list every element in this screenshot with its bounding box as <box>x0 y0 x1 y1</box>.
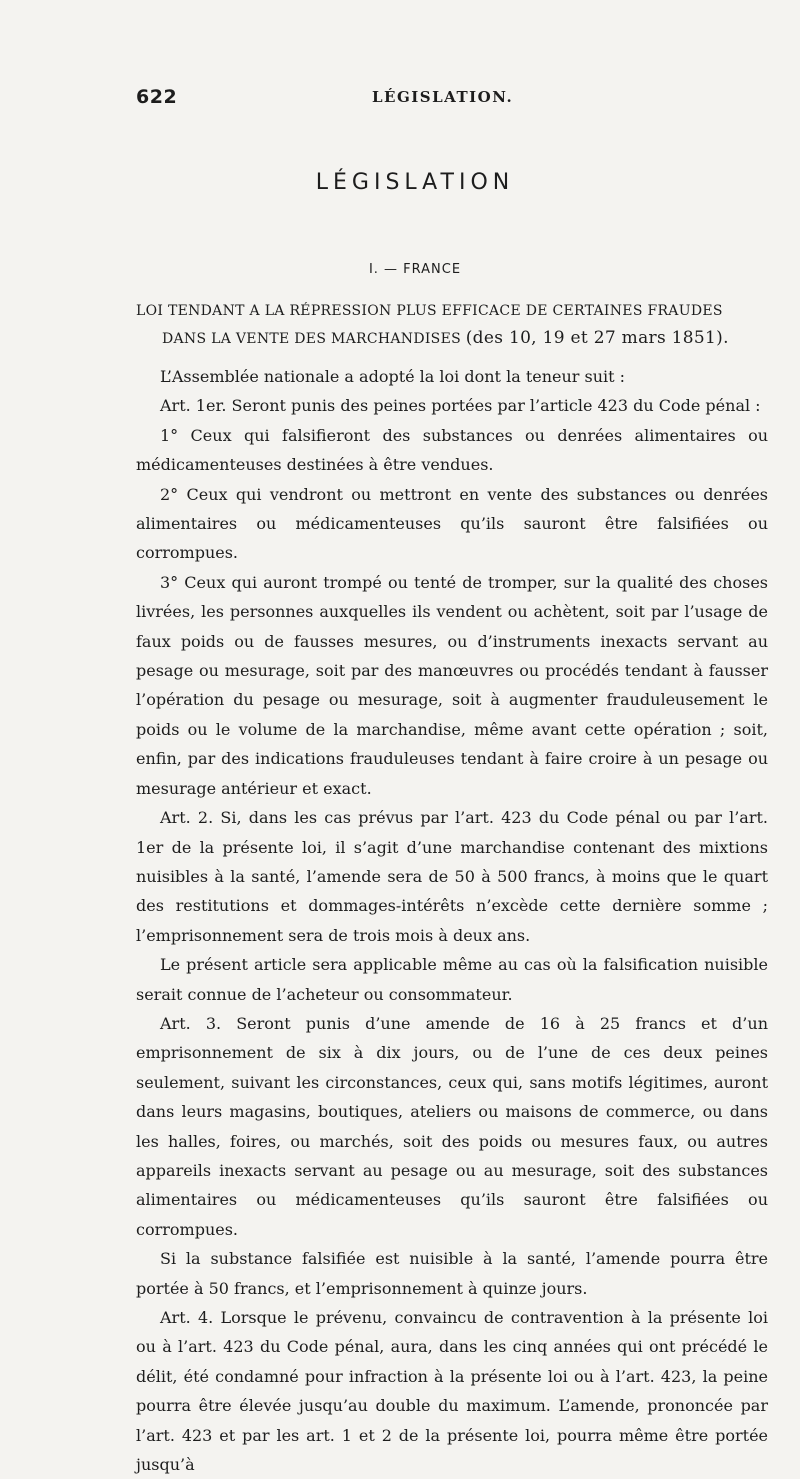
law-title <box>136 298 766 353</box>
running-header <box>136 86 736 116</box>
law-title-caps: DANS LA VENTE DES MARCHANDISES <box>162 331 461 347</box>
paragraph-art4: Art. 4. Lorsque le prévenu, convaincu de contravention à la présente loi ou à l’art. 423 du Code pénal, aura, dans les cinq années qui ont précédé le délit, été condamné pour infraction à la présente loi ou à l’art. 423, la peine pourra être élevée jusqu’au double du maximum. L’amende, prononcée par l’art. 423 et par les art. 1 et 2 de la présente loi, pourra même être portée jusqu’à <box>136 1308 768 1475</box>
page-number: 622 <box>136 86 178 108</box>
body-text <box>136 362 768 1479</box>
running-title: LÉGISLATION. <box>372 88 514 106</box>
paragraph-art1-item1: 1° Ceux qui falsifieront des substances ou denrées alimentaires ou médicamenteuses destinées à être vendues. <box>136 425 768 475</box>
law-title-dates: (des 10, 19 et 27 mars 1851). <box>465 328 729 348</box>
document-title: LÉGISLATION <box>315 170 515 195</box>
paragraph-art2-note: Le présent article sera applicable même au cas où la falsification nuisible serait connue de l’acheteur ou consommateur. <box>136 955 768 1004</box>
law-title-line-1: LOI TENDANT A LA RÉPRESSION PLUS EFFICACE DE CERTAINES FRAUDES <box>136 303 723 319</box>
paragraph-art1-item2: 2° Ceux qui vendront ou mettront en vente des substances ou denrées alimentaires ou médicamenteuses qu’ils sauront être falsifiées ou corrompues. <box>136 484 768 563</box>
paragraph-art1: Art. 1er. Seront punis des peines portées par l’article 423 du Code pénal : <box>160 396 761 416</box>
paragraph-preamble: L’Assemblée nationale a adopté la loi dont la teneur suit : <box>160 367 626 386</box>
paragraph-art3: Art. 3. Seront punis d’une amende de 16 à 25 francs et d’un emprisonnement de six à dix jours, ou de l’une de ces deux peines seulement, suivant les circonstances, ceux qui, sans motifs légitimes, auront dans leurs magasins, boutiques, ateliers ou maisons de commerce, ou dans les halles, foires, ou marchés, soit des poids ou mesures faux, ou autres appareils inexacts servant au pesage ou au mesurage, soit des substances alimentaires ou médicamenteuses qu’ils sauront être falsifiées ou corrompues. <box>136 1013 768 1239</box>
law-title-line-2 <box>136 325 766 353</box>
section-heading: I. — FRANCE <box>368 262 462 277</box>
paragraph-art2: Art. 2. Si, dans les cas prévus par l’art. 423 du Code pénal ou par l’art. 1er de la présente loi, il s’agit d’une marchandise contenant des mixtions nuisibles à la santé, l’amende sera de 50 à 500 francs, à moins que le quart des restitutions et dommages-intérêts n’excède cette dernière somme ; l’emprisonnement sera de trois mois à deux ans. <box>136 808 768 945</box>
paragraph-art1-item3: 3° Ceux qui auront trompé ou tenté de tromper, sur la qualité des choses livrées, les personnes auxquelles ils vendent ou achètent, soit par l’usage de faux poids ou de fausses mesures, ou d’instruments inexacts servant au pesage ou mesurage, soit par des manœuvres ou procédés tendant à fausser l’opération du pesage ou mesurage, soit à augmenter frauduleusement le poids ou le volume de la marchandise, même avant cette opération ; soit, enfin, par des indications frauduleuses tendant à faire croire à un pesage ou mesurage antérieur et exact. <box>136 572 768 798</box>
paragraph-art3-note: Si la substance falsifiée est nuisible à la santé, l’amende pourra être portée à 50 francs, et l’emprisonnement à quinze jours. <box>136 1249 768 1298</box>
